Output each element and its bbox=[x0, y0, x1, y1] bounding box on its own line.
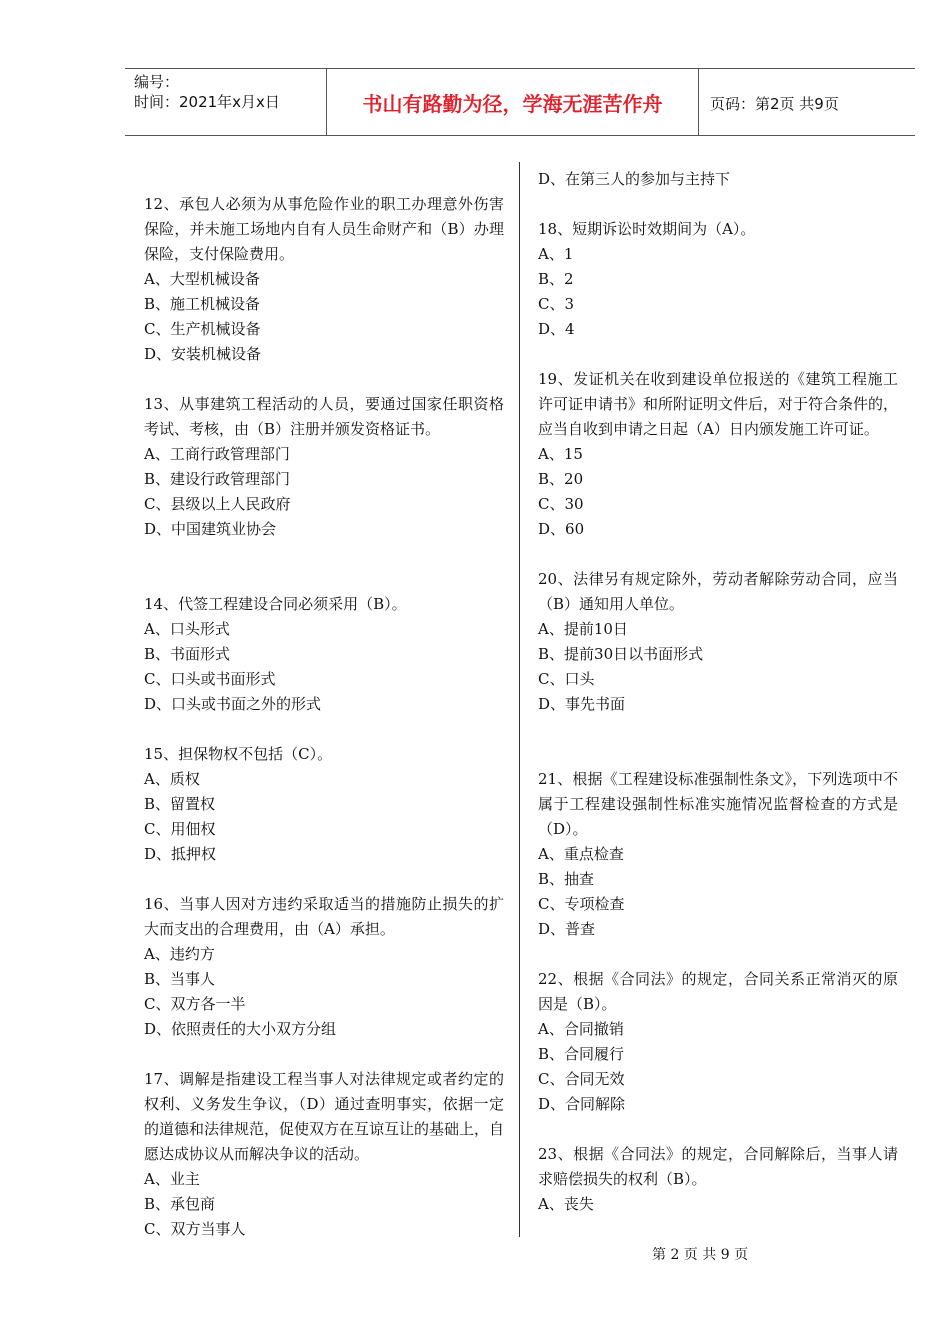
question-17 bbox=[144, 1067, 504, 1242]
question-18 bbox=[538, 217, 898, 342]
question-stem: 13、从事建筑工程活动的人员，要通过国家任职资格考试、考核，由（B）注册并颁发资格证书。 bbox=[144, 395, 504, 438]
option: B、2 bbox=[538, 270, 574, 288]
header-top-rule bbox=[125, 68, 915, 69]
option: A、质权 bbox=[144, 770, 200, 788]
option: D、合同解除 bbox=[538, 1095, 626, 1113]
question-15 bbox=[144, 742, 504, 867]
option: C、县级以上人民政府 bbox=[144, 495, 291, 513]
option: A、违约方 bbox=[144, 945, 215, 963]
option: D、普查 bbox=[538, 920, 596, 938]
question-stem: 20、法律另有规定除外，劳动者解除劳动合同，应当（B）通知用人单位。 bbox=[538, 570, 898, 613]
right-column bbox=[538, 167, 898, 1242]
header-motto: 书山有路勤为径，学海无涯苦作舟 bbox=[362, 92, 663, 116]
document-time: 时间：2021年x月x日 bbox=[134, 93, 280, 111]
option: B、抽查 bbox=[538, 870, 595, 888]
option: B、留置权 bbox=[144, 795, 216, 813]
option: D、在第三人的参加与主持下 bbox=[538, 170, 731, 188]
option: D、4 bbox=[538, 320, 575, 338]
option: C、30 bbox=[538, 495, 584, 513]
question-stem: 12、承包人必须为从事危险作业的职工办理意外伤害保险，并未施工场地内自有人员生命财产和（B）办理保险，支付保险费用。 bbox=[144, 195, 504, 263]
option: A、重点检查 bbox=[538, 845, 624, 863]
column-divider bbox=[519, 162, 520, 1237]
option: D、事先书面 bbox=[538, 695, 626, 713]
option: C、双方当事人 bbox=[144, 1220, 246, 1238]
option: B、当事人 bbox=[144, 970, 216, 988]
option: D、抵押权 bbox=[144, 845, 217, 863]
option: D、口头或书面之外的形式 bbox=[144, 695, 322, 713]
question-23 bbox=[538, 1142, 898, 1217]
option: D、中国建筑业协会 bbox=[144, 520, 277, 538]
question-stem: 16、当事人因对方违约采取适当的措施防止损失的扩大而支出的合理费用，由（A）承担。 bbox=[144, 895, 504, 938]
question-19 bbox=[538, 367, 898, 542]
option: B、书面形式 bbox=[144, 645, 231, 663]
question-stem: 19、发证机关在收到建设单位报送的《建筑工程施工许可证申请书》和所附证明文件后，对于符合条件的，应当自收到申请之日起（A）日内颁发施工许可证。 bbox=[538, 370, 899, 438]
question-21 bbox=[538, 767, 898, 942]
option: A、1 bbox=[538, 245, 574, 263]
question-22 bbox=[538, 967, 898, 1117]
page-footer: 第 2 页 共 9 页 bbox=[652, 1247, 749, 1263]
header-divider bbox=[698, 68, 699, 136]
option: D、依照责任的大小双方分组 bbox=[144, 1020, 337, 1038]
question-stem: 21、根据《工程建设标准强制性条文》，下列选项中不属于工程建设强制性标准实施情况监督检查的方式是（D）。 bbox=[538, 770, 898, 838]
question-stem: 14、代签工程建设合同必须采用（B）。 bbox=[144, 595, 407, 613]
option: C、合同无效 bbox=[538, 1070, 625, 1088]
header-bottom-rule bbox=[125, 135, 915, 136]
option: C、口头或书面形式 bbox=[144, 670, 276, 688]
option: B、建设行政管理部门 bbox=[144, 470, 291, 488]
option: C、双方各一半 bbox=[144, 995, 246, 1013]
option: B、合同履行 bbox=[538, 1045, 625, 1063]
option: C、口头 bbox=[538, 670, 595, 688]
header-page-number: 页码：第2页 共9页 bbox=[710, 95, 839, 113]
question-stem: 18、短期诉讼时效期间为（A）。 bbox=[538, 220, 756, 238]
option: C、3 bbox=[538, 295, 575, 313]
option: C、生产机械设备 bbox=[144, 320, 261, 338]
option: A、口头形式 bbox=[144, 620, 230, 638]
question-stem: 17、调解是指建设工程当事人对法律规定或者约定的权利、义务发生争议，（D）通过查明事实，依据一定的道德和法律规范，促使双方在互谅互让的基础上，自愿达成协议从而解决争议的活动。 bbox=[144, 1070, 505, 1163]
option: A、工商行政管理部门 bbox=[144, 445, 290, 463]
question-20 bbox=[538, 567, 898, 717]
option: D、安装机械设备 bbox=[144, 345, 262, 363]
option: A、提前10日 bbox=[538, 620, 628, 638]
option: A、大型机械设备 bbox=[144, 270, 260, 288]
option: B、施工机械设备 bbox=[144, 295, 261, 313]
option: A、合同撤销 bbox=[538, 1020, 624, 1038]
option: D、60 bbox=[538, 520, 585, 538]
question-14 bbox=[144, 592, 504, 717]
option: A、业主 bbox=[144, 1170, 200, 1188]
left-column bbox=[144, 192, 504, 1267]
option: C、用佃权 bbox=[144, 820, 216, 838]
option: A、丧失 bbox=[538, 1195, 594, 1213]
question-stem: 23、根据《合同法》的规定，合同解除后，当事人请求赔偿损失的权利（B）。 bbox=[538, 1145, 898, 1188]
question-16 bbox=[144, 892, 504, 1042]
question-stem: 22、根据《合同法》的规定，合同关系正常消灭的原因是（B）。 bbox=[538, 970, 898, 1013]
question-13 bbox=[144, 392, 504, 542]
option: B、提前30日以书面形式 bbox=[538, 645, 704, 663]
option: B、20 bbox=[538, 470, 584, 488]
document-number-label: 编号： bbox=[134, 73, 180, 91]
question-17-continued bbox=[538, 167, 898, 192]
question-12 bbox=[144, 192, 504, 367]
option: B、承包商 bbox=[144, 1195, 216, 1213]
option: C、专项检查 bbox=[538, 895, 625, 913]
header-meta bbox=[134, 72, 280, 112]
option: A、15 bbox=[538, 445, 583, 463]
question-stem: 15、担保物权不包括（C）。 bbox=[144, 745, 333, 763]
